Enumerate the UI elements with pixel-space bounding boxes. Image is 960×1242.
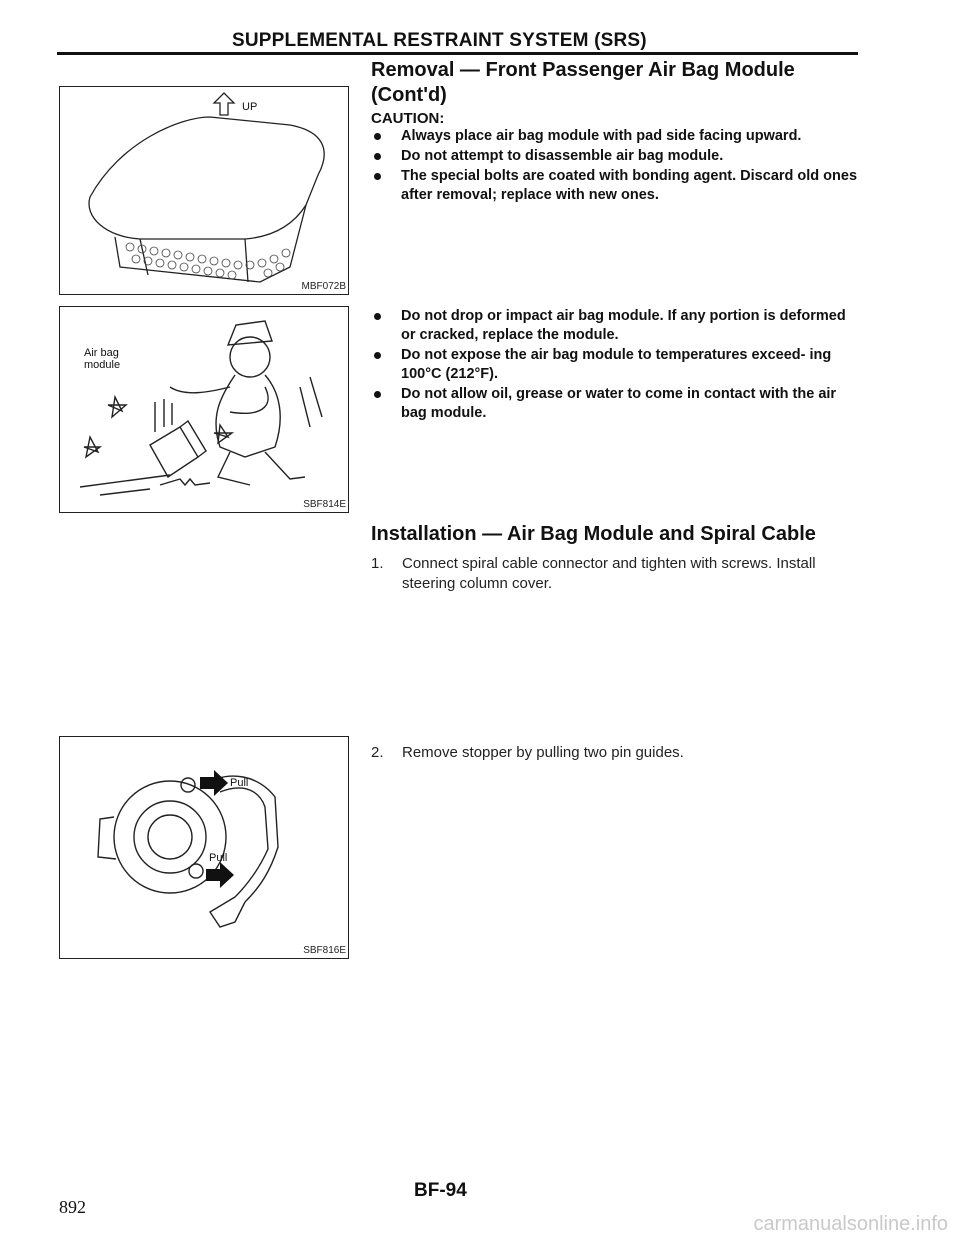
up-label: UP	[242, 101, 258, 113]
removal-title	[371, 58, 795, 108]
caution-item: Do not attempt to disassemble air bag module.	[371, 147, 861, 166]
pull-label-bottom: Pull	[209, 852, 228, 864]
caution-list-2	[371, 307, 861, 424]
pull-label-top: Pull	[230, 777, 249, 789]
figure-code: SBF816E	[303, 945, 346, 956]
figure-drop-warning	[59, 306, 349, 513]
drop-warning-illustration	[60, 307, 348, 512]
module-label: module	[84, 359, 121, 371]
step-2	[371, 743, 861, 763]
removal-title-line1: Removal — Front Passenger Air Bag Module	[371, 59, 795, 81]
header-rule	[57, 52, 858, 55]
airbag-module-illustration	[60, 87, 348, 294]
installation-title: Installation — Air Bag Module and Spiral Cable	[371, 523, 816, 545]
caution-item: Do not expose the air bag module to temperatures exceed- ing 100°C (212°F).	[371, 346, 861, 384]
page-number: 892	[59, 1197, 86, 1217]
page-code: BF-94	[414, 1180, 467, 1201]
spiral-cable-illustration	[60, 737, 348, 958]
caution-label: CAUTION:	[371, 110, 445, 127]
caution-item: The special bolts are coated with bonding agent. Discard old ones after removal; replace with new ones.	[371, 167, 861, 205]
figure-code: SBF814E	[303, 499, 346, 510]
caution-list	[371, 127, 861, 206]
figure-airbag-module-up	[59, 86, 349, 295]
step-text: Remove stopper by pulling two pin guides.	[402, 744, 684, 761]
step-1	[371, 554, 861, 594]
figure-spiral-cable-stopper	[59, 736, 349, 959]
step-number: 1.	[371, 555, 384, 572]
up-arrow-icon	[214, 93, 234, 115]
step-number: 2.	[371, 744, 384, 761]
caution-item: Do not allow oil, grease or water to come in contact with the air bag module.	[371, 385, 861, 423]
removal-title-line2: (Cont'd)	[371, 84, 447, 106]
step-text: Connect spiral cable connector and tighten with screws. Install steering column cover.	[402, 555, 816, 592]
caution-item: Do not drop or impact air bag module. If any portion is deformed or cracked, replace the module.	[371, 307, 861, 345]
pull-arrow-icon	[206, 862, 234, 888]
page-header-title: SUPPLEMENTAL RESTRAINT SYSTEM (SRS)	[232, 30, 647, 51]
caution-item: Always place air bag module with pad side facing upward.	[371, 127, 861, 146]
figure-code: MBF072B	[301, 281, 346, 292]
watermark: carmanualsonline.info	[753, 1213, 948, 1235]
air-bag-label: Air bag	[84, 347, 119, 359]
